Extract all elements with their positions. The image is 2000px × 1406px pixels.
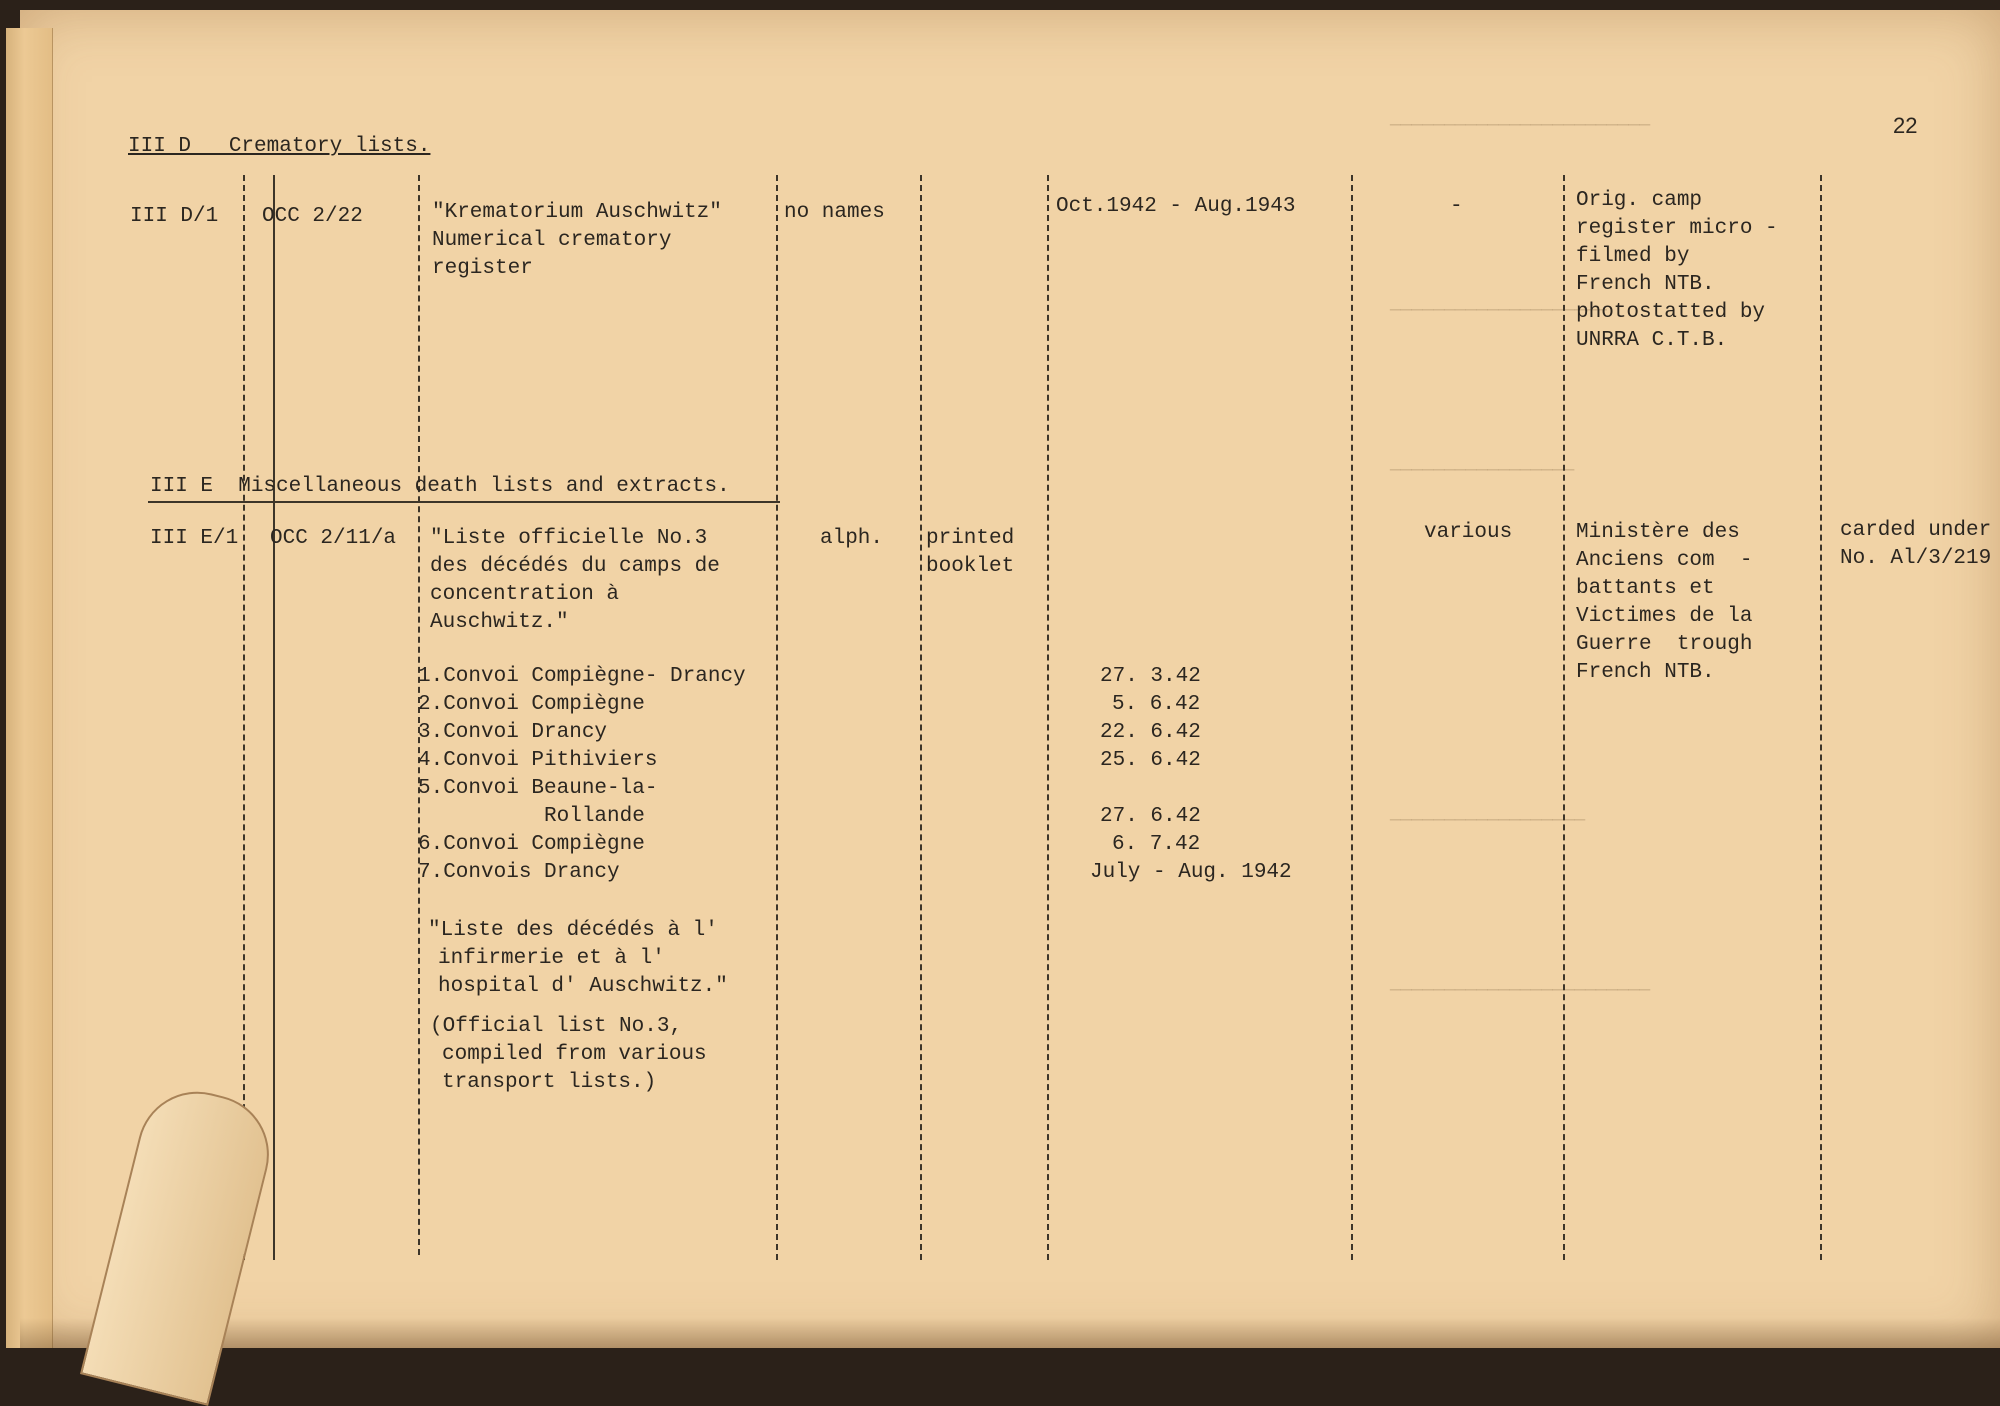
convoy-date: 22. 6.42 [1100,721,1201,744]
column-rule [1820,175,1822,1260]
convoy-date: July - Aug. 1942 [1090,861,1292,884]
names-indicator: alph. [820,527,884,550]
column-rule [1351,175,1353,1260]
page-stack-edge [6,28,53,1348]
bleed-through-text: ───────────────── [1390,460,1575,481]
bleed-through-text: ──────────────────────── [1390,980,1651,1001]
column-rule [1047,175,1049,1260]
coverage-dash: - [1450,195,1463,218]
convoy-label: 6.Convoi Compiègne [418,833,645,856]
row-code: OCC 2/11/a [270,527,397,550]
convoy-label: 7.Convois Drancy [418,861,620,884]
convoy-date: 27. 3.42 [1100,665,1201,688]
names-indicator: no names [784,201,885,224]
period: Oct.1942 - Aug.1943 [1056,195,1296,218]
convoy-label: 3.Convoi Drancy [418,721,608,744]
bleed-through-text: ────────────────── [1390,810,1586,831]
convoy-date: 6. 7.42 [1112,833,1201,856]
section-underline [148,501,780,503]
row-code: OCC 2/22 [262,205,363,228]
convoy-label: 4.Convoi Pithiviers [418,749,658,772]
convoy-date: 25. 6.42 [1100,749,1201,772]
row-ref: III D/1 [130,205,219,228]
coverage: various [1424,521,1513,544]
row-ref: III E/1 [150,527,239,550]
convoy-date: 27. 6.42 [1100,805,1201,828]
column-rule [1563,175,1565,1260]
page-shadow [20,1318,2000,1348]
column-rule [920,175,922,1260]
section-heading-crematory: III D Crematory lists. [128,135,431,158]
page-number: 22 [1893,113,1918,138]
convoy-label: 2.Convoi Compiègne [418,693,645,716]
column-rule [273,175,275,1260]
convoy-label: 5.Convoi Beaune-la- [418,777,658,800]
convoy-label: Rollande [418,805,645,828]
convoy-date: 5. 6.42 [1112,693,1201,716]
bleed-through-text: ──────────────────────── [1390,115,1651,136]
section-heading-miscellaneous: III E Miscellaneous death lists and extracts. [150,475,730,498]
column-rule [243,175,245,1260]
column-rule [776,175,778,1260]
bleed-through-text: ──────────────────── [1390,300,1607,321]
convoy-label: 1.Convoi Compiègne- Drancy [418,665,746,688]
